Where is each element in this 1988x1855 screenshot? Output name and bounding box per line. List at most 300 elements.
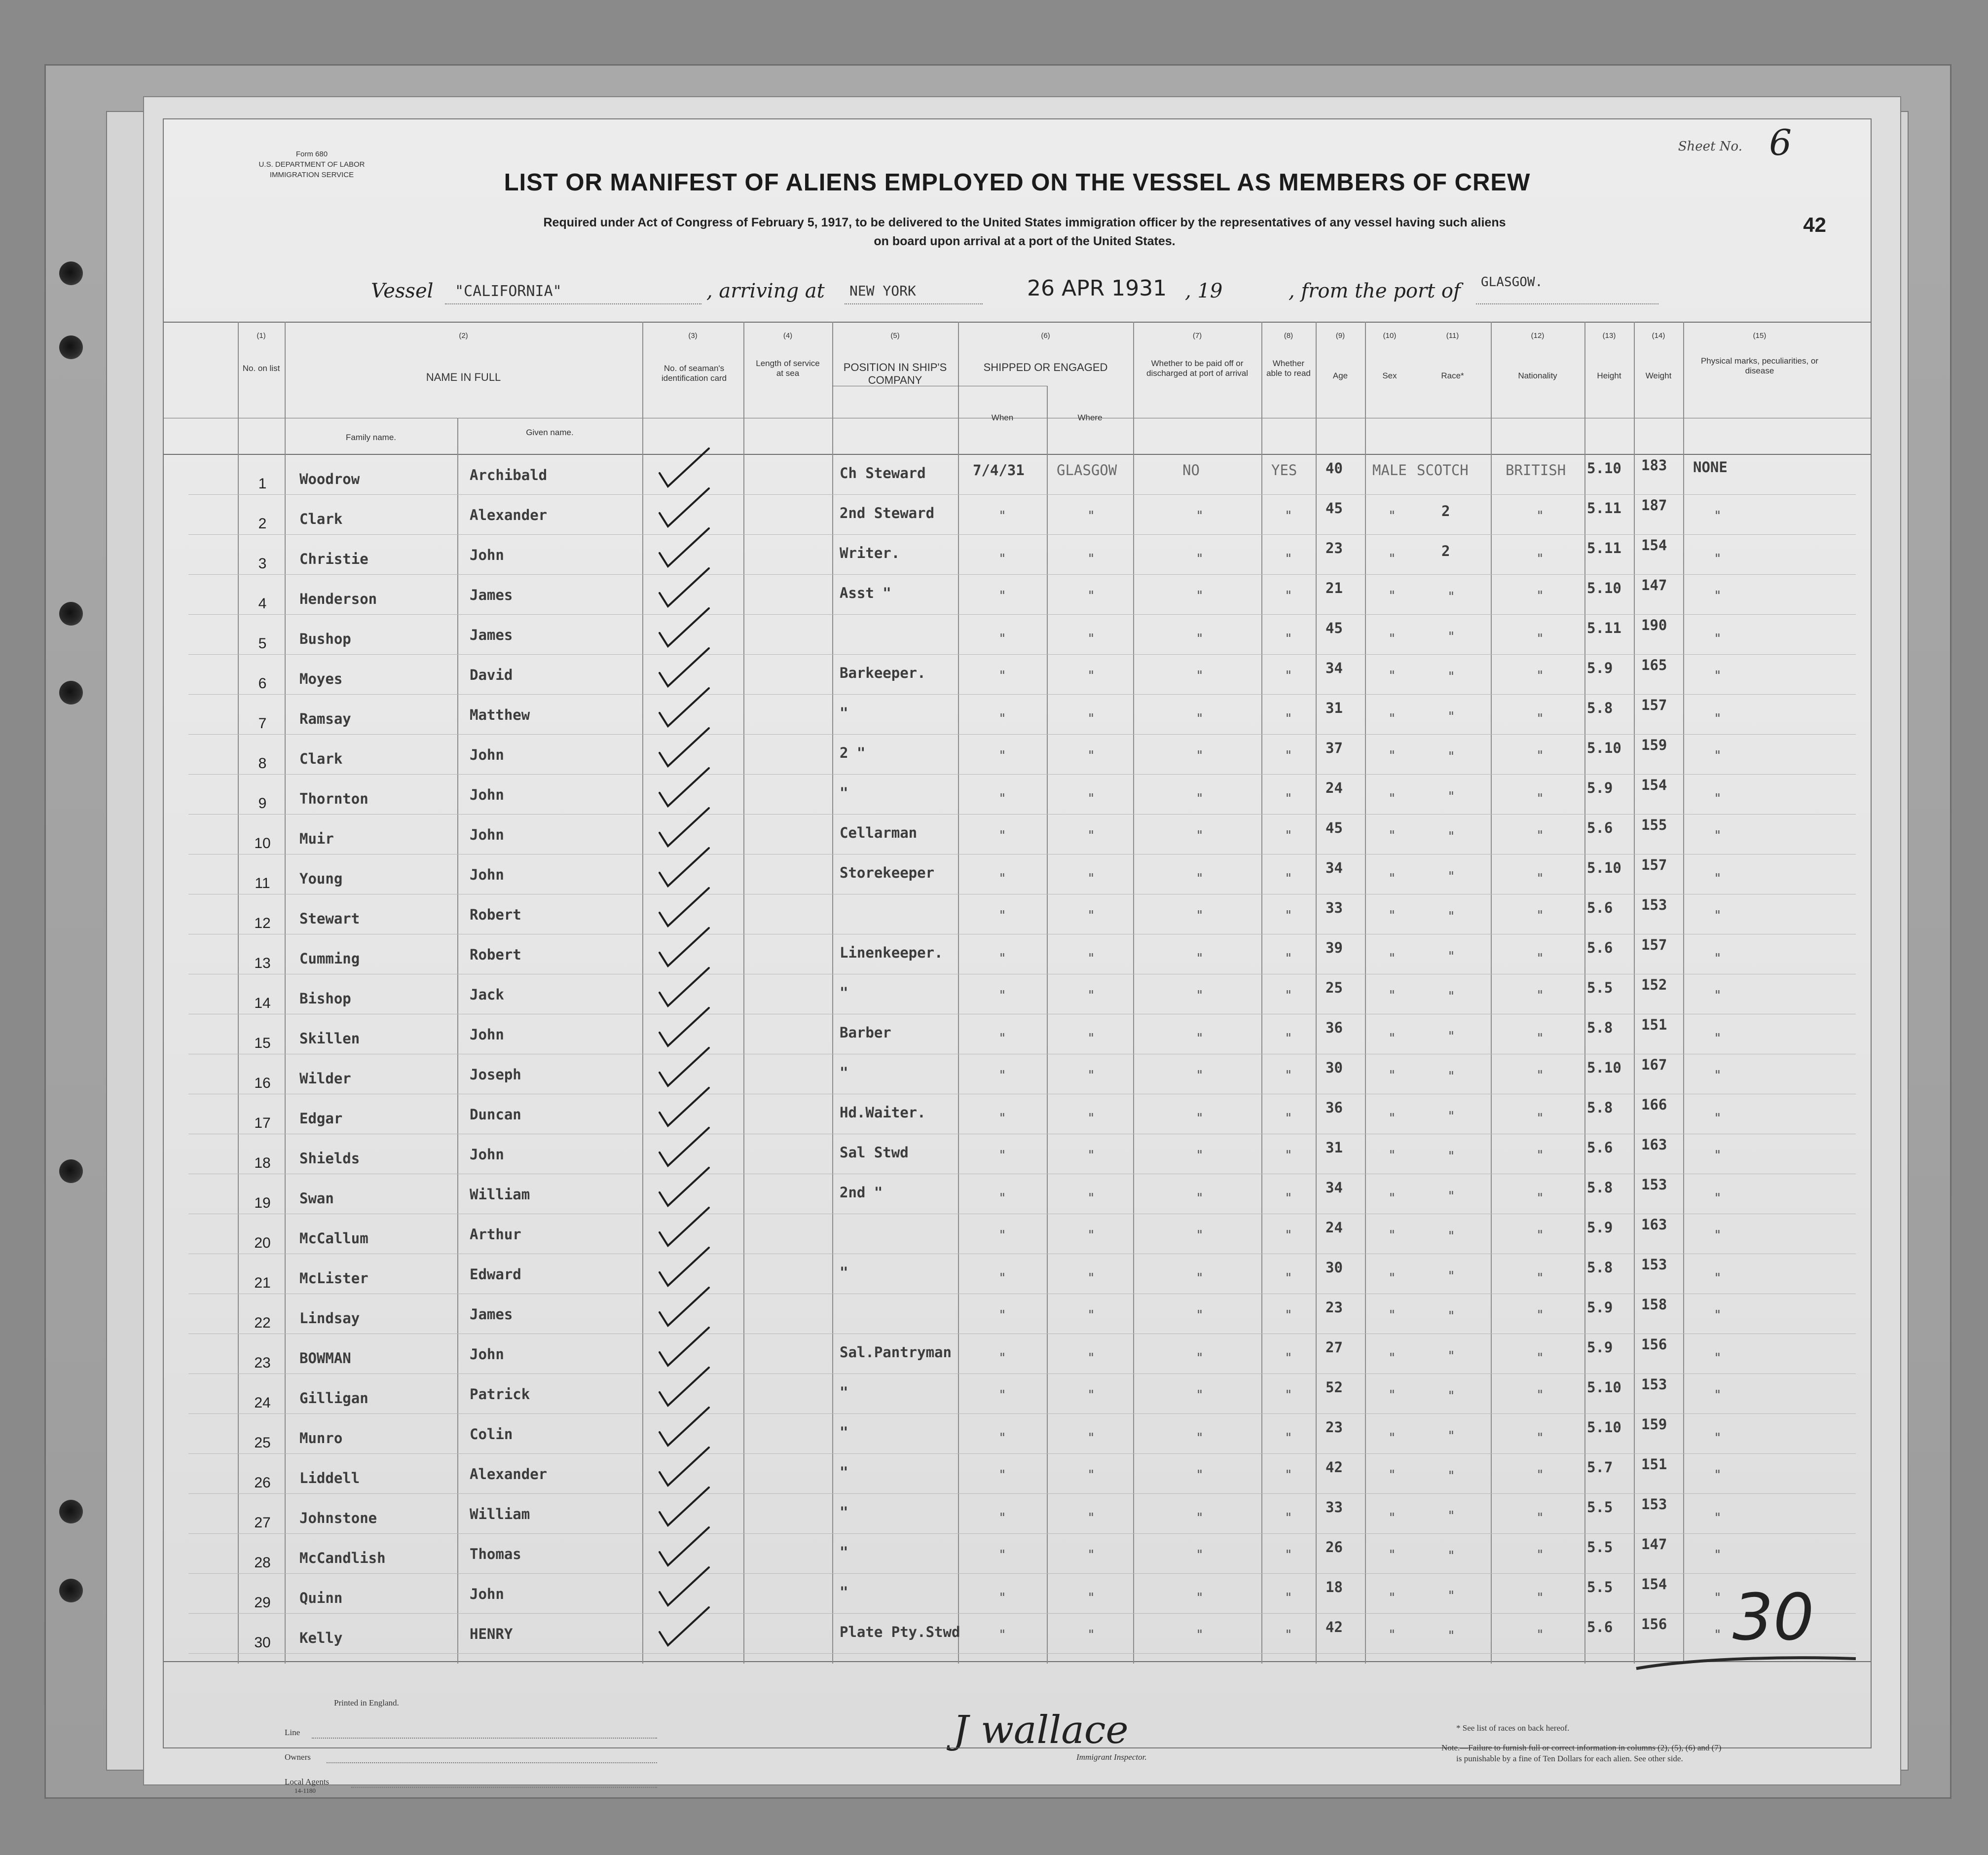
table-top-border	[164, 322, 1871, 323]
ditto-when: "	[998, 589, 1006, 603]
ditto-marks: "	[1714, 791, 1722, 806]
position: Ch Steward	[840, 465, 926, 482]
position: Hd.Waiter.	[840, 1104, 926, 1121]
vessel-dotline	[445, 303, 701, 304]
id-card-checkmark	[657, 1445, 711, 1489]
ditto-when: "	[998, 871, 1006, 886]
ditto-where: "	[1087, 1351, 1095, 1366]
age: 36	[1325, 1019, 1343, 1036]
punch-hole	[59, 681, 83, 705]
family-name: McLister	[299, 1270, 368, 1287]
ditto-able-read: "	[1285, 1591, 1292, 1605]
family-name: Johnstone	[299, 1510, 377, 1526]
ditto-marks: "	[1714, 1308, 1722, 1323]
age: 31	[1325, 1139, 1343, 1156]
colnum-15: (15)	[1753, 332, 1767, 340]
ditto-nationality: "	[1536, 1111, 1544, 1126]
ditto-able-read: "	[1285, 711, 1292, 726]
family-name: Wilder	[299, 1070, 351, 1087]
ditto-paid-off: "	[1196, 1351, 1204, 1366]
race: SCOTCH	[1417, 462, 1469, 479]
id-card-checkmark	[657, 1485, 711, 1529]
ditto-nationality: "	[1536, 589, 1544, 603]
given-name: Arthur	[470, 1226, 521, 1243]
colnum-6: (6)	[1041, 332, 1050, 340]
ditto-nationality: "	[1536, 552, 1544, 566]
colnum-5: (5)	[890, 332, 900, 340]
ditto-nationality: "	[1536, 1228, 1544, 1243]
weight: 153	[1641, 1496, 1667, 1513]
height: 5.10	[1587, 1379, 1621, 1396]
weight: 190	[1641, 617, 1667, 633]
row-number: 21	[254, 1275, 271, 1291]
weight: 153	[1641, 1376, 1667, 1393]
ditto-race: "	[1447, 909, 1455, 924]
ditto-marks: "	[1714, 552, 1722, 566]
ditto-race: "	[1447, 1269, 1455, 1284]
ditto-where: "	[1087, 1228, 1095, 1243]
header-bottom-border	[164, 454, 1871, 455]
age: 24	[1325, 779, 1343, 796]
row-number: 6	[258, 675, 267, 692]
id-card-checkmark	[657, 766, 711, 810]
inspector-signature: J wallace	[953, 1708, 1129, 1752]
ditto-sex: "	[1388, 1548, 1396, 1562]
ditto-marks: "	[1714, 1351, 1722, 1366]
ditto-where: "	[1087, 908, 1095, 923]
given-name: James	[470, 587, 513, 603]
ditto-nationality: "	[1536, 668, 1544, 683]
age: 39	[1325, 939, 1343, 956]
colnum-9: (9)	[1335, 332, 1345, 340]
age: 36	[1325, 1099, 1343, 1116]
id-card-checkmark	[657, 646, 711, 690]
row-rule	[188, 614, 1856, 615]
row-rule	[188, 494, 1856, 495]
header-given-name: Given name.	[526, 428, 574, 437]
family-name: Lindsay	[299, 1310, 360, 1327]
ditto-paid-off: "	[1196, 589, 1204, 603]
ditto-marks: "	[1714, 1068, 1722, 1083]
ditto-where: "	[1087, 1511, 1095, 1525]
colnum-1: (1)	[257, 332, 266, 340]
ditto-sex: "	[1388, 1228, 1396, 1243]
weight: 157	[1641, 856, 1667, 873]
position: 2nd Steward	[840, 505, 935, 521]
id-card-checkmark	[657, 1405, 711, 1449]
ditto-race: "	[1447, 1389, 1455, 1404]
id-card-checkmark	[657, 1045, 711, 1090]
given-name: Alexander	[470, 507, 548, 523]
ditto-sex: "	[1388, 1388, 1396, 1403]
ditto-able-read: "	[1285, 1351, 1292, 1366]
inspector-label: Immigrant Inspector.	[1076, 1752, 1147, 1762]
ditto-when: "	[998, 1511, 1006, 1525]
age: 45	[1325, 819, 1343, 836]
family-name: McCallum	[299, 1230, 368, 1247]
row-number: 28	[254, 1555, 271, 1571]
ditto-nationality: "	[1536, 988, 1544, 1003]
ditto-race: "	[1447, 1229, 1455, 1244]
ditto-nationality: "	[1536, 1308, 1544, 1323]
row-number: 23	[254, 1355, 271, 1371]
age: 34	[1325, 1179, 1343, 1196]
colnum-3: (3)	[688, 332, 698, 340]
ditto-marks: "	[1714, 871, 1722, 886]
given-name: David	[470, 667, 513, 683]
age: 33	[1325, 1499, 1343, 1516]
family-name: Clark	[299, 511, 343, 527]
ditto-marks: "	[1714, 1148, 1722, 1163]
year-label: , 19	[1185, 280, 1223, 302]
family-name: Quinn	[299, 1590, 343, 1606]
ditto-paid-off: "	[1196, 552, 1204, 566]
ditto-paid-off: "	[1196, 711, 1204, 726]
ditto-when: "	[998, 1191, 1006, 1206]
ditto-sex: "	[1388, 552, 1396, 566]
ditto-when: "	[998, 1068, 1006, 1083]
ditto-when: "	[998, 1351, 1006, 1366]
ditto-where: "	[1087, 1271, 1095, 1286]
row-number: 30	[254, 1634, 271, 1651]
ditto-race: "	[1447, 1509, 1455, 1523]
height: 5.5	[1587, 979, 1613, 996]
table-row	[164, 936, 1871, 984]
ditto-race: "	[1447, 1589, 1455, 1603]
ditto-sex: "	[1388, 828, 1396, 843]
ditto-paid-off: "	[1196, 1111, 1204, 1126]
ditto-sex: "	[1388, 1431, 1396, 1446]
id-card-checkmark	[657, 1165, 711, 1210]
given-name: Thomas	[470, 1546, 521, 1562]
row-number: 15	[254, 1035, 271, 1051]
ditto-paid-off: "	[1196, 1271, 1204, 1286]
weight: 167	[1641, 1056, 1667, 1073]
printed-note: Printed in England.	[334, 1698, 399, 1707]
ditto-nationality: "	[1536, 1031, 1544, 1046]
ditto-where: "	[1087, 552, 1095, 566]
ditto-able-read: "	[1285, 1388, 1292, 1403]
ditto-sex: "	[1388, 1591, 1396, 1605]
weight: 157	[1641, 697, 1667, 713]
family-name: Muir	[299, 830, 334, 847]
weight: 151	[1641, 1016, 1667, 1033]
ditto-race: "	[1447, 1309, 1455, 1324]
given-name: Edward	[470, 1266, 521, 1283]
table-row	[164, 777, 1871, 824]
ditto-where: "	[1087, 1388, 1095, 1403]
height: 5.10	[1587, 859, 1621, 876]
given-name: John	[470, 1346, 504, 1363]
table-row	[164, 1056, 1871, 1104]
header-family-name: Family name.	[345, 433, 397, 442]
ditto-sex: "	[1388, 711, 1396, 726]
id-card-checkmark	[657, 606, 711, 650]
header-height: Height	[1597, 371, 1621, 380]
family-name: Liddell	[299, 1470, 360, 1486]
table-row	[164, 1096, 1871, 1144]
age: 52	[1325, 1379, 1343, 1396]
ditto-able-read: "	[1285, 1068, 1292, 1083]
table-row	[164, 1176, 1871, 1224]
id-card-checkmark	[657, 886, 711, 930]
family-name: Stewart	[299, 910, 360, 927]
row-number: 16	[254, 1075, 271, 1091]
department: U.S. DEPARTMENT OF LABOR	[258, 160, 365, 169]
table-row	[164, 657, 1871, 704]
weight: 158	[1641, 1296, 1667, 1313]
table-row	[164, 816, 1871, 864]
given-name: William	[470, 1186, 530, 1203]
able-to-read: YES	[1271, 462, 1297, 479]
id-card-checkmark	[657, 446, 711, 490]
row-number: 7	[258, 715, 267, 732]
given-name: John	[470, 1026, 504, 1043]
ditto-sex: "	[1388, 1468, 1396, 1483]
row-number: 9	[258, 795, 267, 812]
ditto-marks: "	[1714, 589, 1722, 603]
table-row	[164, 577, 1871, 624]
ditto-paid-off: "	[1196, 1228, 1204, 1243]
ditto-able-read: "	[1285, 1271, 1292, 1286]
row-number: 24	[254, 1395, 271, 1411]
family-name: Kelly	[299, 1630, 343, 1646]
paid-off: NO	[1182, 462, 1200, 479]
colnum-2: (2)	[459, 332, 468, 340]
given-name: Archibald	[470, 467, 548, 483]
ditto-where: "	[1087, 828, 1095, 843]
height: 5.6	[1587, 939, 1613, 956]
sheet-number: 6	[1769, 122, 1792, 163]
vessel-label: Vessel	[371, 280, 434, 302]
ditto-able-read: "	[1285, 1228, 1292, 1243]
subtitle-line-1: Required under Act of Congress of February 5, 1917, to be delivered to the United States immigration officer by the representatives of any vessel having such aliens	[543, 216, 1506, 229]
ditto-nationality: "	[1536, 1068, 1544, 1083]
signature-dotline	[928, 1747, 1333, 1748]
height: 5.6	[1587, 819, 1613, 836]
ditto-when: "	[998, 1228, 1006, 1243]
shipped-when: 7/4/31	[973, 462, 1025, 479]
ditto-paid-off: "	[1196, 1431, 1204, 1446]
ditto-paid-off: "	[1196, 828, 1204, 843]
ditto-nationality: "	[1536, 631, 1544, 646]
height: 5.10	[1587, 460, 1621, 477]
weight: 156	[1641, 1616, 1667, 1632]
ditto-where: "	[1087, 1628, 1095, 1642]
row-number: 1	[258, 476, 267, 492]
ditto-marks: "	[1714, 828, 1722, 843]
given-name: Patrick	[470, 1386, 530, 1403]
ditto-where: "	[1087, 1548, 1095, 1562]
punch-hole	[59, 1579, 83, 1602]
ditto-marks: "	[1714, 1228, 1722, 1243]
ditto-marks: "	[1714, 1388, 1722, 1403]
weight: 155	[1641, 816, 1667, 833]
id-card-checkmark	[657, 486, 711, 530]
table-row	[164, 697, 1871, 744]
given-name: William	[470, 1506, 530, 1522]
family-name: Christie	[299, 551, 368, 567]
table-row	[164, 617, 1871, 664]
crew-table	[164, 322, 1871, 1664]
row-rule	[188, 694, 1856, 695]
ditto-where: "	[1087, 631, 1095, 646]
ditto-nationality: "	[1536, 1271, 1544, 1286]
height: 5.8	[1587, 1019, 1613, 1036]
given-name: John	[470, 826, 504, 843]
position: Linenkeeper.	[840, 944, 943, 961]
ditto-where: "	[1087, 711, 1095, 726]
row-number: 5	[258, 635, 267, 652]
table-row	[164, 1496, 1871, 1543]
ditto-marks: "	[1714, 631, 1722, 646]
ditto-able-read: "	[1285, 871, 1292, 886]
ditto-able-read: "	[1285, 988, 1292, 1003]
header-shipped: SHIPPED OR ENGAGED	[983, 361, 1108, 373]
family-name: Bushop	[299, 631, 351, 647]
row-number: 4	[258, 595, 267, 612]
age: 42	[1325, 1619, 1343, 1635]
row-number: 12	[254, 915, 271, 931]
ditto-able-read: "	[1285, 791, 1292, 806]
sheet-number-label: Sheet No.	[1678, 139, 1742, 154]
age: 27	[1325, 1339, 1343, 1356]
ditto-able-read: "	[1285, 828, 1292, 843]
ditto-when: "	[998, 1431, 1006, 1446]
row-rule	[188, 734, 1856, 735]
ditto-nationality: "	[1536, 951, 1544, 966]
ditto-race: "	[1447, 869, 1455, 884]
ditto-where: "	[1087, 871, 1095, 886]
ditto-marks: "	[1714, 1191, 1722, 1206]
ditto-nationality: "	[1536, 1148, 1544, 1163]
ditto-paid-off: "	[1196, 791, 1204, 806]
ditto-nationality: "	[1536, 1191, 1544, 1206]
ditto-race: "	[1447, 829, 1455, 844]
ditto-where: "	[1087, 509, 1095, 523]
weight: 147	[1641, 1536, 1667, 1553]
ditto-nationality: "	[1536, 1351, 1544, 1366]
ditto-marks: "	[1714, 908, 1722, 923]
page-number: 42	[1803, 213, 1826, 236]
row-number: 17	[254, 1115, 271, 1131]
header-length-service: Length of service at sea	[756, 359, 820, 378]
ditto-race: "	[1447, 1149, 1455, 1164]
ditto-able-read: "	[1285, 1148, 1292, 1163]
nationality: BRITISH	[1506, 462, 1566, 479]
ditto-when: "	[998, 1628, 1006, 1642]
age: 37	[1325, 740, 1343, 756]
age: 26	[1325, 1539, 1343, 1556]
table-row	[164, 1016, 1871, 1064]
ditto-paid-off: "	[1196, 1591, 1204, 1605]
ditto-when: "	[998, 908, 1006, 923]
age: 23	[1325, 540, 1343, 556]
table-row	[164, 1216, 1871, 1263]
ditto-race: "	[1447, 1549, 1455, 1563]
ditto-race: "	[1447, 1429, 1455, 1444]
table-row	[164, 1256, 1871, 1303]
header-paid-off: Whether to be paid off or discharged at port of arrival	[1146, 359, 1248, 378]
id-card-checkmark	[657, 806, 711, 850]
ditto-able-read: "	[1285, 1031, 1292, 1046]
punch-hole	[59, 335, 83, 359]
ditto-able-read: "	[1285, 1511, 1292, 1525]
ditto-race: "	[1447, 1469, 1455, 1484]
punch-hole	[59, 602, 83, 626]
table-row	[164, 457, 1871, 504]
agents-dotline	[351, 1787, 657, 1788]
colnum-12: (12)	[1531, 332, 1545, 340]
table-row	[164, 497, 1871, 544]
ditto-nationality: "	[1536, 711, 1544, 726]
row-rule	[188, 774, 1856, 775]
ditto-where: "	[1087, 1591, 1095, 1605]
header-id-card: No. of seaman's identification card	[661, 364, 727, 383]
family-name: Swan	[299, 1190, 334, 1207]
given-name: Duncan	[470, 1106, 521, 1123]
ditto-paid-off: "	[1196, 1511, 1204, 1525]
row-rule	[188, 574, 1856, 575]
ditto-where: "	[1087, 988, 1095, 1003]
weight: 165	[1641, 657, 1667, 673]
id-card-checkmark	[657, 1005, 711, 1050]
colnum-11: (11)	[1446, 332, 1459, 340]
age: 33	[1325, 899, 1343, 916]
ditto-when: "	[998, 631, 1006, 646]
row-rule	[188, 1613, 1856, 1614]
ditto-able-read: "	[1285, 1628, 1292, 1642]
position: "	[840, 1584, 848, 1600]
ditto-paid-off: "	[1196, 908, 1204, 923]
weight: 163	[1641, 1136, 1667, 1153]
ditto-paid-off: "	[1196, 1548, 1204, 1562]
family-name: Henderson	[299, 591, 377, 607]
ditto-race: "	[1447, 630, 1455, 644]
row-rule	[188, 534, 1856, 535]
header-nationality: Nationality	[1518, 371, 1557, 380]
ditto-able-read: "	[1285, 631, 1292, 646]
form-number: Form 680	[295, 150, 328, 158]
height: 5.5	[1587, 1539, 1613, 1556]
ditto-when: "	[998, 828, 1006, 843]
id-card-checkmark	[657, 965, 711, 1010]
ditto-nationality: "	[1536, 509, 1544, 523]
table-row	[164, 1536, 1871, 1583]
ditto-nationality: "	[1536, 748, 1544, 763]
row-number: 14	[254, 995, 271, 1011]
age: 42	[1325, 1459, 1343, 1476]
id-card-checkmark	[657, 1285, 711, 1330]
family-name: Munro	[299, 1430, 343, 1447]
ditto-marks: "	[1714, 1628, 1722, 1642]
height: 5.9	[1587, 1339, 1613, 1356]
row-number: 27	[254, 1515, 271, 1531]
id-card-checkmark	[657, 1085, 711, 1130]
ditto-nationality: "	[1536, 1511, 1544, 1525]
colnum-4: (4)	[783, 332, 793, 340]
ditto-sex: "	[1388, 951, 1396, 966]
table-row	[164, 1336, 1871, 1383]
weight: 152	[1641, 976, 1667, 993]
ditto-sex: "	[1388, 871, 1396, 886]
ditto-race: "	[1447, 1109, 1455, 1124]
ditto-paid-off: "	[1196, 1068, 1204, 1083]
ditto-marks: "	[1714, 951, 1722, 966]
ditto-sex: "	[1388, 1031, 1396, 1046]
height: 5.6	[1587, 1139, 1613, 1156]
weight: 183	[1641, 457, 1667, 474]
